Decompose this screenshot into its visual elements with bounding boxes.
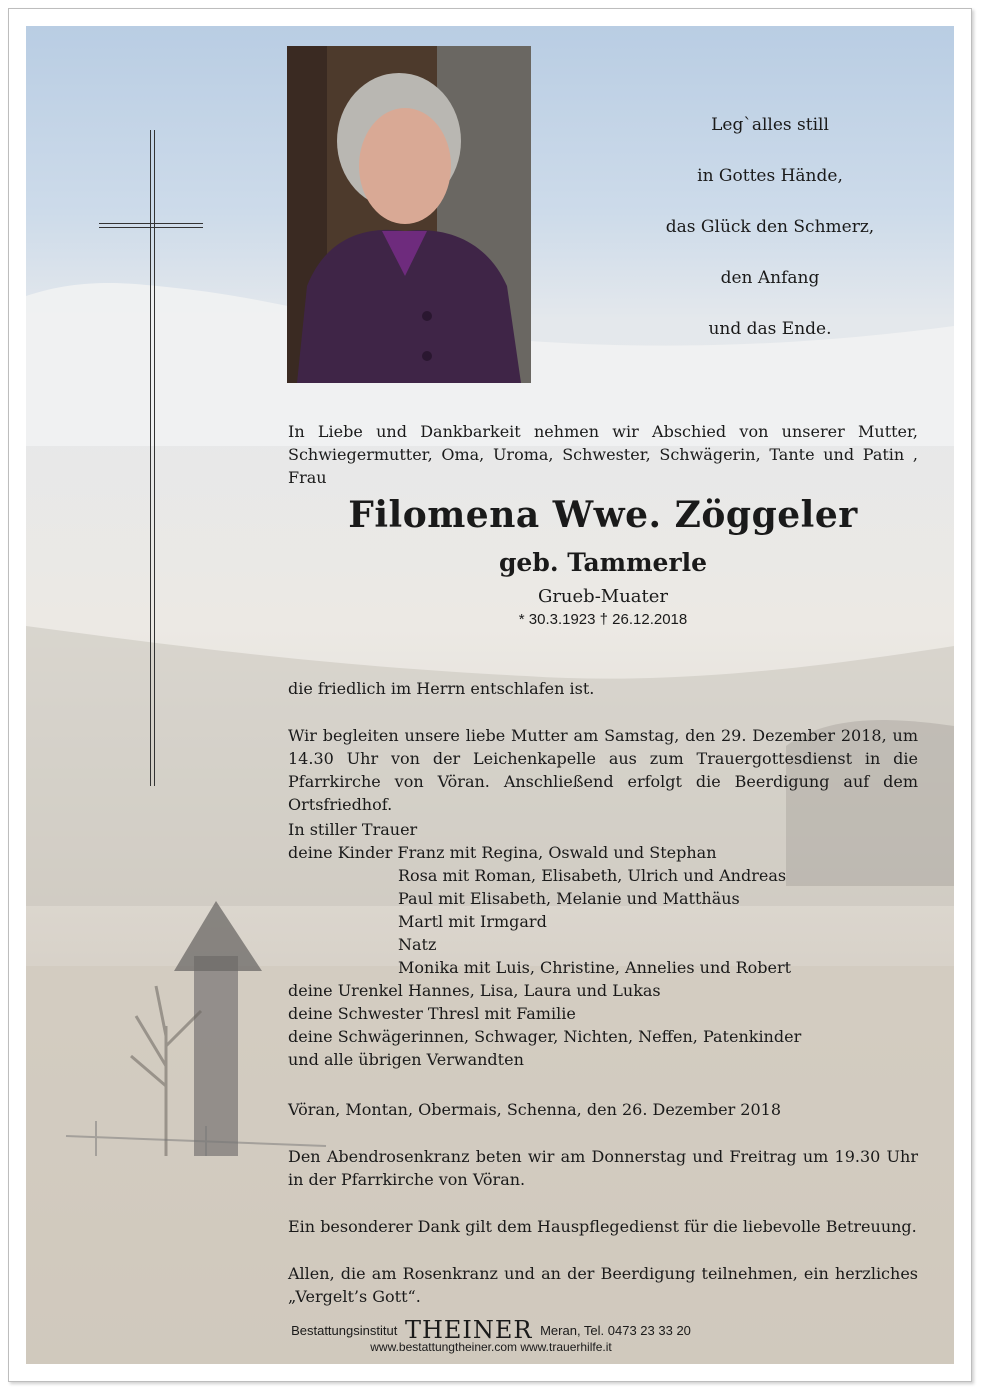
funeral-text: Wir begleiten unsere liebe Mutter am Samstag, den 29. Dezember 2018, um 14.30 Uhr von der Leichenkapelle aus zum Trauergottesdienst in die Pfarrkirche von Vöran. Anschließend erfolgt die Beerdigung auf dem Ortsfriedhof. bbox=[288, 726, 918, 814]
intro-text: In Liebe und Dankbarkeit nehmen wir Abschied von unserer Mutter, Schwiegermutter, Oma, Uroma, Schwester, Schwägerin, Tante und Patin , Frau bbox=[288, 422, 918, 487]
place-date: Vöran, Montan, Obermais, Schenna, den 26. Dezember 2018 bbox=[288, 1100, 782, 1119]
thanks-care: Ein besonderer Dank gilt dem Hauspflegedienst für die liebevolle Betreuung. bbox=[288, 1217, 917, 1236]
mourner-line: deine Urenkel Hannes, Lisa, Laura und Lukas bbox=[288, 981, 661, 1000]
poem-line: Leg`alles still bbox=[711, 115, 829, 135]
poem-line: und das Ende. bbox=[708, 319, 832, 339]
mourner-line: deine Schwägerinnen, Schwager, Nichten, Neffen, Patenkinder bbox=[288, 1027, 802, 1046]
mourners-heading: In stiller Trauer bbox=[288, 820, 418, 839]
mourner-line: Monika mit Luis, Christine, Annelies und Robert bbox=[398, 958, 792, 977]
passed-text: die friedlich im Herrn entschlafen ist. bbox=[288, 679, 595, 698]
thanks-all: Allen, die am Rosenkranz und an der Beerdigung teilnehmen, ein herzliches „Vergelt’s Gott“. bbox=[288, 1264, 918, 1306]
mourner-line: deine Kinder Franz mit Regina, Oswald und Stephan bbox=[288, 843, 717, 862]
mourner-line: Rosa mit Roman, Elisabeth, Ulrich und Andreas bbox=[398, 866, 787, 885]
footer-prefix: Bestattungsinstitut bbox=[291, 1323, 398, 1338]
mourner-line: Martl mit Irmgard bbox=[398, 912, 547, 931]
footer-contact: Meran, Tel. 0473 23 33 20 bbox=[540, 1323, 691, 1338]
poem-line: den Anfang bbox=[720, 268, 820, 288]
rosary-text: Den Abendrosenkranz beten wir am Donnerstag und Freitrag um 19.30 Uhr in der Pfarrkirche von Vöran. bbox=[288, 1147, 918, 1189]
mourner-line: und alle übrigen Verwandten bbox=[288, 1050, 524, 1069]
poem-line: das Glück den Schmerz, bbox=[665, 217, 875, 237]
mourner-line: Paul mit Elisabeth, Melanie und Matthäus bbox=[398, 889, 740, 908]
deceased-name: Filomena Wwe. Zöggeler bbox=[348, 494, 858, 536]
company-logo: THEINER bbox=[404, 1316, 533, 1344]
footer-websites[interactable]: www.bestattungtheiner.com www.trauerhilfe.it bbox=[370, 1340, 612, 1354]
cross-bar bbox=[99, 223, 203, 228]
mourner-line: Natz bbox=[398, 935, 437, 954]
portrait-photo bbox=[287, 46, 531, 383]
cross-icon bbox=[150, 130, 155, 786]
life-dates: * 30.3.1923 † 26.12.2018 bbox=[518, 611, 688, 628]
birth-name: geb. Tammerle bbox=[498, 548, 708, 577]
poem bbox=[640, 112, 900, 367]
poem-line: in Gottes Hände, bbox=[697, 166, 843, 186]
mourner-line: deine Schwester Thresl mit Familie bbox=[288, 1004, 576, 1023]
nickname: Grueb-Muater bbox=[537, 586, 669, 607]
mourners-list bbox=[288, 818, 918, 1071]
